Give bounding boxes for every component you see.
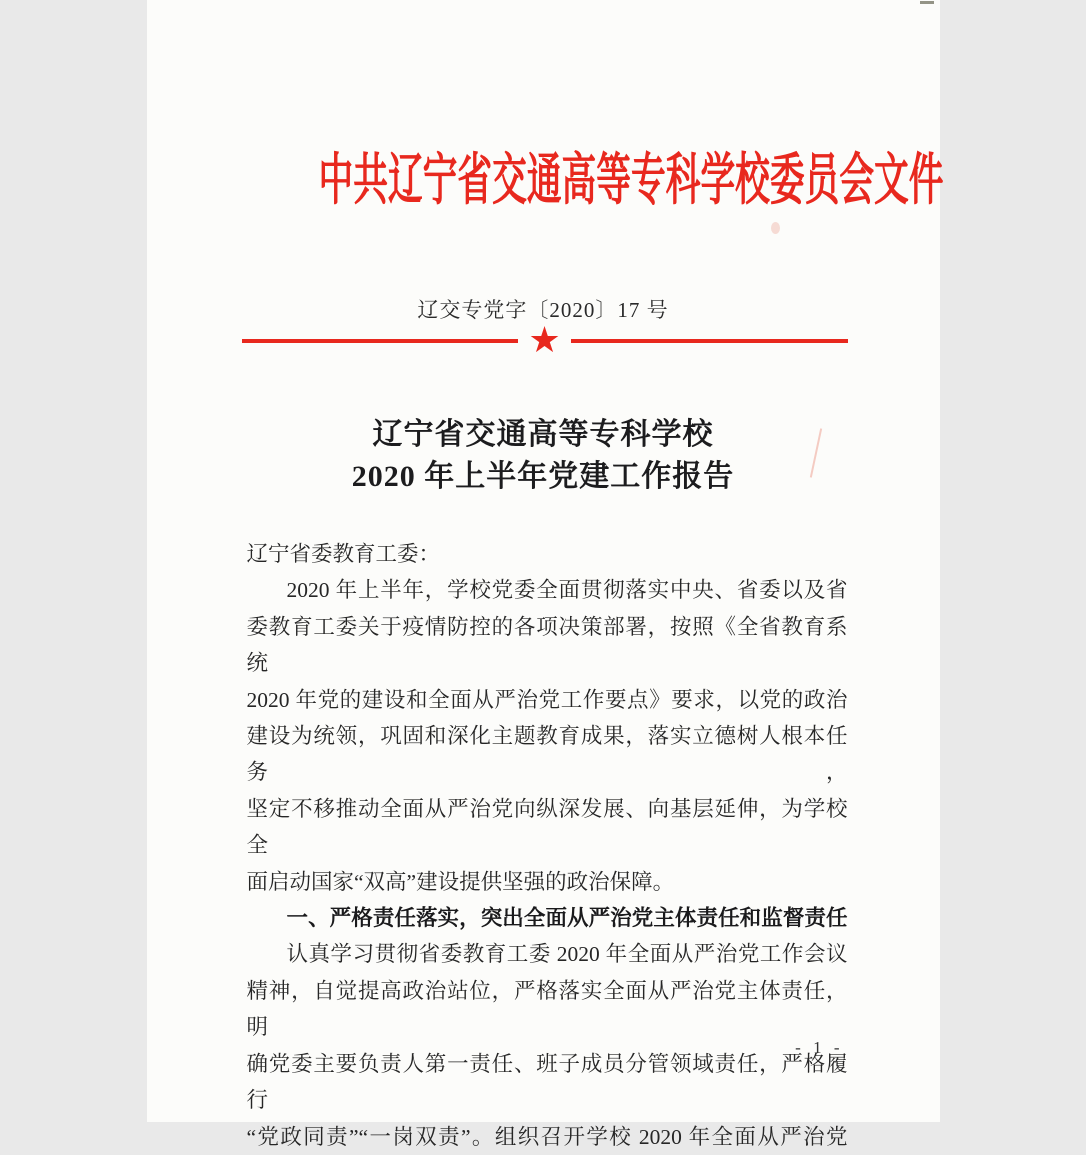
salutation-line: 辽宁省委教育工委： [246, 542, 441, 566]
document-title [147, 414, 940, 498]
page-number: - 1 - [795, 1038, 844, 1057]
document-body [247, 536, 848, 1155]
red-star-icon: ★ [528, 320, 561, 361]
red-header-title: 中共辽宁省交通高等专科学校委员会文件 [318, 150, 943, 212]
body-line: 委教育工委关于疫情防控的各项决策部署，按照《全省教育系统 [246, 614, 848, 676]
body-line: 精神，自觉提高政治站位，严格落实全面从严治党主体责任，明 [246, 978, 848, 1040]
red-divider-rule [242, 320, 848, 361]
body-line: 2020 年上半年，学校党委全面贯彻落实中央、省委以及省 [286, 578, 848, 603]
scan-artifact-smudge [771, 222, 780, 234]
document-title-line1: 辽宁省交通高等专科学校 [372, 418, 714, 451]
document-title-line2: 2020 年上半年党建工作报告 [351, 460, 735, 493]
red-header-banner [127, 150, 943, 212]
body-line: 确党委主要负责人第一责任、班子成员分管领域责任，严格履行 [246, 1051, 848, 1113]
body-line: 坚定不移推动全面从严治党向纵深发展、向基层延伸，为学校全 [246, 796, 848, 858]
body-line: “党政同责”“一岗双责”。组织召开学校 2020 年全面从严治党 [246, 1124, 848, 1149]
body-line: 2020 年党的建设和全面从严治党工作要点》要求，以党的政治 [246, 687, 848, 712]
body-line: 建设为统领，巩固和深化主题教育成果，落实立德树人根本任务， [246, 724, 848, 785]
document-number: 辽交专党字〔2020〕17 号 [417, 298, 669, 322]
divider-line-left [242, 339, 519, 343]
scanned-document-page [147, 0, 943, 1149]
section-heading: 一、严格责任落实，突出全面从严治党主体责任和监督责任 [286, 906, 848, 931]
divider-line-right [571, 339, 848, 343]
body-line: 面启动国家“双高”建设提供坚强的政治保障。 [246, 869, 675, 894]
body-line: 认真学习贯彻省委教育工委 2020 年全面从严治党工作会议 [286, 942, 848, 967]
scan-artifact-speck [920, 1, 934, 4]
